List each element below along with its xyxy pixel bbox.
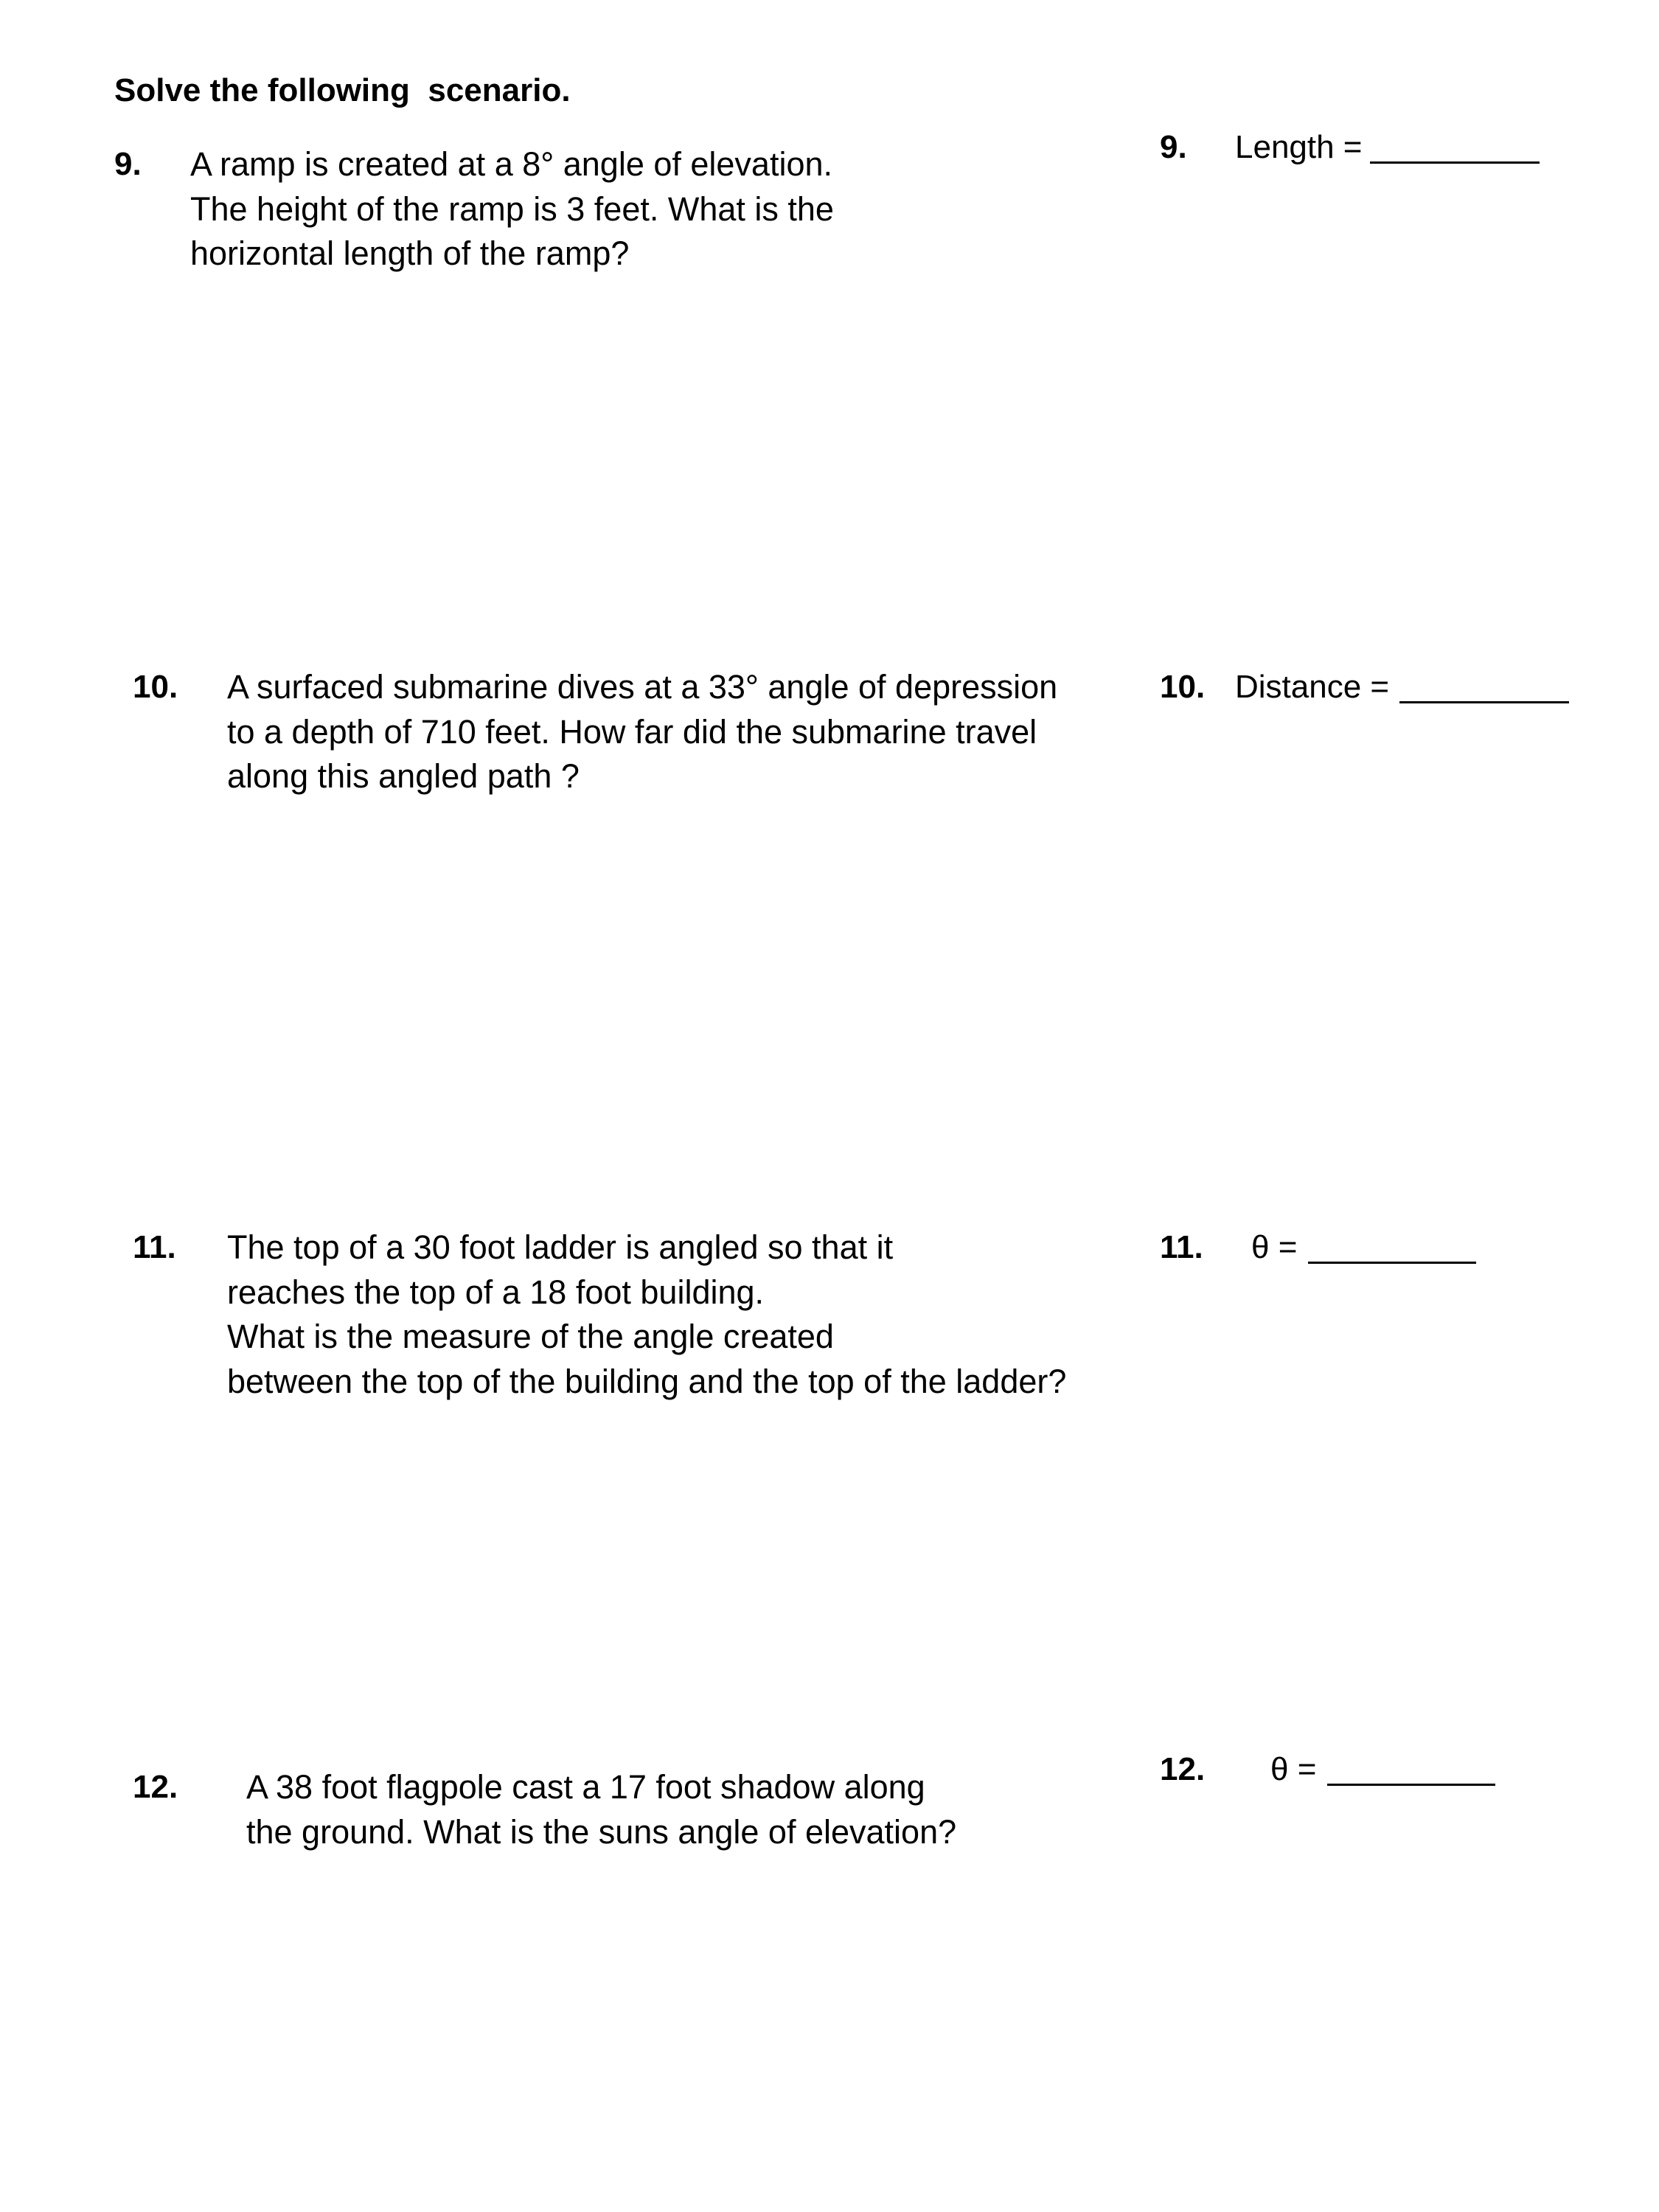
question-12-number: 12. [133, 1769, 178, 1805]
answer-9-number: 9. [1160, 129, 1187, 165]
answer-11-blank[interactable] [1308, 1262, 1476, 1264]
question-11-line-1: The top of a 30 foot ladder is angled so that it [227, 1228, 894, 1266]
answer-10-label: Distance = [1235, 669, 1390, 705]
answer-9-blank[interactable] [1370, 161, 1540, 164]
answer-10-blank[interactable] [1399, 701, 1569, 703]
question-9-line-3: horizontal length of the ramp? [190, 234, 630, 272]
question-10-line-3: along this angled path ? [227, 757, 580, 795]
answer-11-label: θ = [1251, 1229, 1298, 1265]
question-11-line-4: between the top of the building and the top of the ladder? [227, 1362, 1067, 1400]
question-9-text [190, 142, 834, 276]
answer-10-number: 10. [1160, 669, 1206, 705]
question-10-line-1: A surfaced submarine dives at a 33° angle of depression [227, 668, 1058, 706]
question-9-number: 9. [114, 146, 142, 182]
question-11-line-2: reaches the top of a 18 foot building. [227, 1273, 765, 1311]
question-11-line-3: What is the measure of the angle created [227, 1318, 834, 1355]
question-11-number: 11. [133, 1229, 176, 1265]
question-9-line-1: A ramp is created at a 8° angle of elevation. [190, 145, 833, 183]
answer-12-blank[interactable] [1327, 1784, 1495, 1786]
question-12-line-2: the ground. What is the suns angle of elevation? [246, 1812, 957, 1851]
question-12-text [246, 1765, 956, 1854]
question-10-text [227, 665, 1057, 799]
question-9-line-2: The height of the ramp is 3 feet. What is the [190, 189, 834, 228]
instructions-heading: Solve the following scenario. [114, 72, 571, 108]
question-10-number: 10. [133, 669, 178, 705]
answer-11-number: 11. [1160, 1229, 1203, 1265]
question-12-line-1: A 38 foot flagpole cast a 17 foot shadow along [246, 1768, 925, 1806]
answer-9-label: Length = [1235, 129, 1363, 165]
answer-12-label: θ = [1270, 1751, 1317, 1787]
question-10-line-2: to a depth of 710 feet. How far did the submarine travel [227, 712, 1037, 751]
question-11-text [227, 1225, 1066, 1404]
answer-12-number: 12. [1160, 1751, 1206, 1787]
